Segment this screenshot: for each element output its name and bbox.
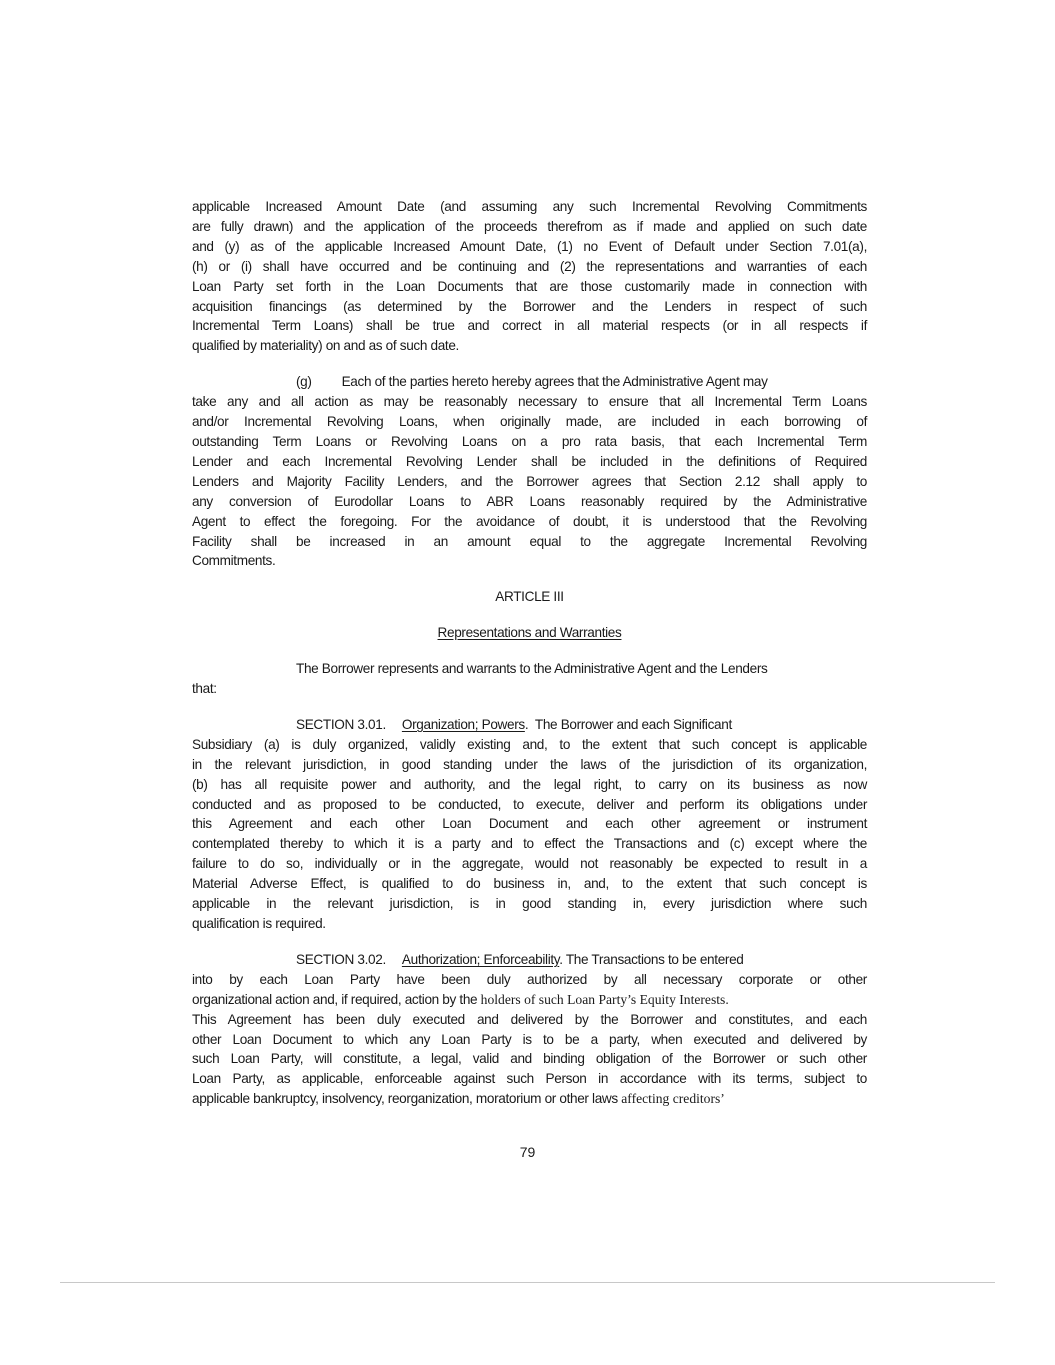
text-line: Loan Party set forth in the Loan Documents that are those customarily made in connection with xyxy=(192,278,867,294)
text-line: and (y) as of the applicable Increased Amount Date, (1) no Event of Default under Section 7.01(a), xyxy=(192,238,867,254)
section-3-02 xyxy=(192,950,867,1109)
text-line: Material Adverse Effect, is qualified to do business in, and, to the extent that such concept is xyxy=(192,876,867,892)
page-body xyxy=(192,197,867,1109)
text-segment-serif: holders of such Loan Party’s Equity Interests. xyxy=(480,991,729,1007)
text-line: such Loan Party, will constitute, a legal, valid and binding obligation of the Borrower or such other xyxy=(192,1051,867,1067)
article-title-text: Representations and Warranties xyxy=(437,625,622,641)
text-line: take any and all action as may be reasonably necessary to ensure that all Incremental Term Loans xyxy=(192,394,867,410)
section-title: Organization; Powers xyxy=(401,716,525,732)
text-line: qualified by materiality) on and as of such date. xyxy=(192,338,459,354)
section-number: SECTION 3.02. xyxy=(296,951,386,967)
article-intro xyxy=(192,659,867,699)
section-3-01 xyxy=(192,715,867,934)
section-3-01-first-line xyxy=(192,715,867,735)
section-first-rest: . The Transactions to be entered xyxy=(559,951,744,967)
text-line-mixed xyxy=(192,990,867,1010)
paragraph-g-first-text: Each of the parties hereto hereby agrees that the Administrative Agent may xyxy=(341,374,768,390)
text-line: Facility shall be increased in an amount equal to the aggregate Incremental Revolving xyxy=(192,533,867,549)
article-heading: ARTICLE III xyxy=(495,589,564,605)
text-line: Lenders and Majority Facility Lenders, and the Borrower agrees that Section 2.12 shall apply to xyxy=(192,473,867,489)
text-line: This Agreement has been duly executed and delivered by the Borrower and constitutes, and each xyxy=(192,1011,867,1027)
paragraph-carryover xyxy=(192,197,867,356)
text-line: this Agreement and each other Loan Document and each other agreement or instrument xyxy=(192,816,867,832)
text-line: outstanding Term Loans or Revolving Loans on a pro rata basis, that each Incremental Term xyxy=(192,433,867,449)
article-title xyxy=(192,623,867,643)
text-line: (b) has all requisite power and authority, and the legal right, to carry on its business as now xyxy=(192,776,867,792)
text-line: (h) or (i) shall have occurred and be continuing and (2) the representations and warranties of each xyxy=(192,258,867,274)
page-divider xyxy=(60,1282,995,1283)
section-title: Authorization; Enforceability xyxy=(401,951,560,967)
text-segment: applicable bankruptcy, insolvency, reorganization, moratorium or other laws xyxy=(192,1091,622,1107)
text-line: any conversion of Eurodollar Loans to ABR Loans reasonably required by the Administrative xyxy=(192,493,867,509)
text-line: contemplated thereby to which it is a party and to effect the Transactions and (c) except where the xyxy=(192,836,867,852)
section-first-rest: . The Borrower and each Significant xyxy=(524,716,732,732)
paragraph-g xyxy=(192,372,867,571)
text-line: Loan Party, as applicable, enforceable against such Person in accordance with its terms, subject to xyxy=(192,1071,867,1087)
text-line: Commitments. xyxy=(192,553,276,569)
text-line: acquisition financings (as determined by the Borrower and the Lenders in respect of such xyxy=(192,298,867,314)
section-number: SECTION 3.01. xyxy=(296,716,386,732)
intro-first-line: The Borrower represents and warrants to the Administrative Agent and the Lenders xyxy=(296,661,768,677)
section-3-02-first-line xyxy=(192,950,867,970)
text-line: other Loan Document to which any Loan Party is to be a party, when executed and delivered by xyxy=(192,1031,867,1047)
text-line: into by each Loan Party have been duly authorized by all necessary corporate or other xyxy=(192,971,867,987)
text-line: Lender and each Incremental Revolving Lender shall be included in the definitions of Required xyxy=(192,453,867,469)
intro-last-line: that: xyxy=(192,681,217,697)
text-line: qualification is required. xyxy=(192,916,326,931)
text-line: Incremental Term Loans) shall be true and correct in all material respects (or in all respects if xyxy=(192,318,867,334)
text-line: Subsidiary (a) is duly organized, validly existing and, to the extent that such concept is applicable xyxy=(192,736,867,752)
text-line: Agent to effect the foregoing. For the avoidance of doubt, it is understood that the Revolving xyxy=(192,513,867,529)
text-segment: organizational action and, if required, action by the xyxy=(192,991,481,1007)
text-line: are fully drawn) and the application of the proceeds therefrom as if made and applied on such date xyxy=(192,218,867,234)
text-segment-serif: affecting creditors’ xyxy=(621,1091,725,1107)
paragraph-g-first-line xyxy=(192,372,867,392)
text-line: failure to do so, individually or in the aggregate, would not reasonably be expected to result in a xyxy=(192,856,867,872)
text-line: conducted and as proposed to be conducted, to execute, deliver and perform its obligations under xyxy=(192,796,867,812)
text-line: in the relevant jurisdiction, in good standing under the laws of the jurisdiction of its organization, xyxy=(192,756,867,772)
text-line-mixed xyxy=(192,1089,867,1109)
text-line: applicable in the relevant jurisdiction, is in good standing in, every jurisdiction where such xyxy=(192,896,867,912)
text-line: applicable Increased Amount Date (and assuming any such Incremental Revolving Commitments xyxy=(192,199,867,214)
page-number: 79 xyxy=(519,1144,536,1160)
paragraph-g-label: (g) xyxy=(296,374,312,390)
text-line: and/or Incremental Revolving Loans, when originally made, are included in each borrowing of xyxy=(192,414,867,430)
